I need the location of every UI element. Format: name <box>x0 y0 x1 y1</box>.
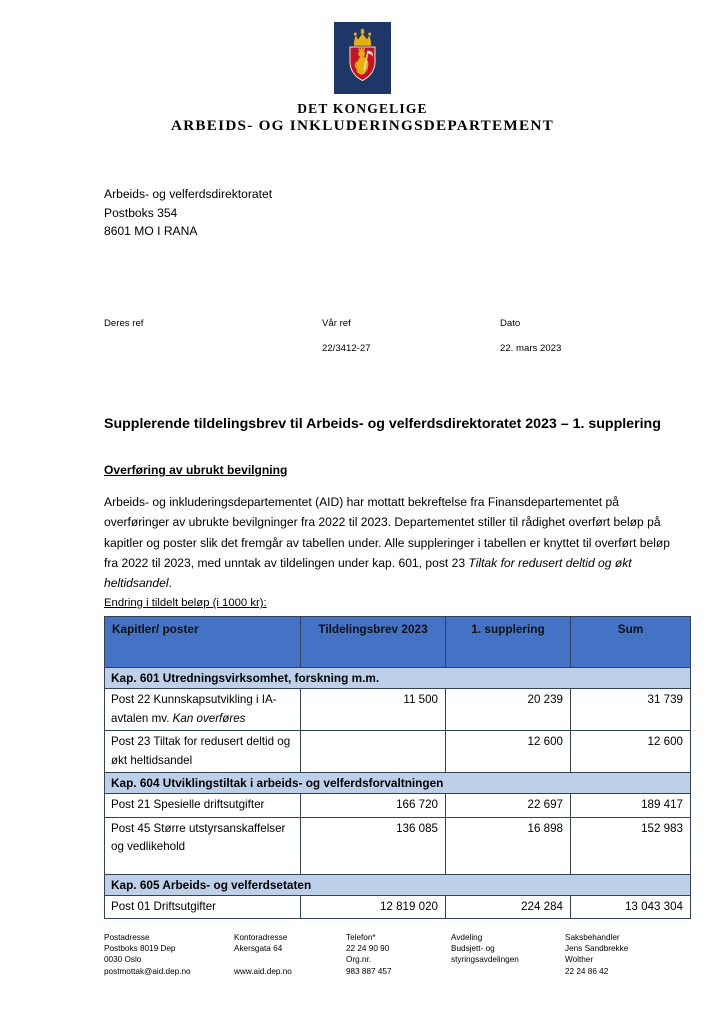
table-row <box>105 689 691 731</box>
row-sum: 31 739 <box>571 689 691 731</box>
letterhead <box>0 22 725 135</box>
footer-line-1: Jens Sandbrekke <box>565 944 629 954</box>
footer-line-3: 22 24 86 42 <box>565 966 609 976</box>
footer-column-avdeling <box>451 932 519 966</box>
row-supplering: 12 600 <box>446 731 571 773</box>
recipient-line-1: Arbeids- og velferdsdirektoratet <box>104 187 273 201</box>
dato-column <box>500 316 561 356</box>
row-label <box>105 731 301 773</box>
footer-line-2: Wolther <box>565 955 594 965</box>
row-label <box>105 794 301 818</box>
table-section-row <box>105 773 691 794</box>
footer-line-3: 983 887 457 <box>346 966 392 976</box>
row-supplering: 22 697 <box>446 794 571 818</box>
section-subheading: Overføring av ubrukt bevilgning <box>104 463 288 477</box>
row-tildelingsbrev: 136 085 <box>301 817 446 874</box>
table-header-row <box>105 617 691 668</box>
table-section-row <box>105 668 691 689</box>
budget-table-body <box>105 668 691 919</box>
table-row <box>105 895 691 919</box>
var-ref-value: 22/3412-27 <box>322 343 371 354</box>
row-sum: 13 043 304 <box>571 895 691 919</box>
footer-label: Telefon* <box>346 933 376 942</box>
row-label-main: Post 21 Spesielle driftsutgifter <box>111 798 265 811</box>
footer-line-1: 22 24 90 90 <box>346 944 390 954</box>
row-tildelingsbrev <box>301 731 446 773</box>
recipient-line-3: 8601 MO I RANA <box>104 224 198 238</box>
letterhead-line-2: ARBEIDS- OG INKLUDERINGSDEPARTEMENT <box>170 117 554 134</box>
footer-label: Postadresse <box>104 933 150 942</box>
row-tildelingsbrev: 166 720 <box>301 794 446 818</box>
table-caption: Endring i tildelt beløp (i 1000 kr): <box>104 597 267 609</box>
recipient-line-2: Postboks 354 <box>104 205 178 220</box>
column-header-sum: Sum <box>571 617 691 668</box>
row-sum: 152 983 <box>571 817 691 874</box>
row-label-italic: Kan overføres <box>172 711 246 725</box>
row-label <box>105 895 301 919</box>
footer-line-3: postmottak@aid.dep.no <box>104 966 191 976</box>
row-sum: 189 417 <box>571 794 691 818</box>
deres-ref-label: Deres ref <box>104 318 144 329</box>
var-ref-label: Vår ref <box>322 318 351 329</box>
footer-label: Saksbehandler <box>565 933 620 942</box>
footer-column-postadresse <box>104 932 191 977</box>
row-tildelingsbrev: 11 500 <box>301 689 446 731</box>
section-label: Kap. 604 Utviklingstiltak i arbeids- og velferdsforvaltningen <box>105 773 691 794</box>
row-label <box>105 689 301 731</box>
dato-label: Dato <box>500 318 521 329</box>
row-supplering: 20 239 <box>446 689 571 731</box>
footer-line-2: 0030 Oslo <box>104 955 142 965</box>
footer-line-1: Budsjett- og <box>451 944 495 954</box>
dato-value: 22. mars 2023 <box>500 343 562 354</box>
row-label-main: Post 22 Kunnskapsutvikling i IA-avtalen mv. <box>111 693 277 725</box>
body-paragraph-italic: Tiltak for redusert deltid og økt heltidsandel <box>104 555 632 591</box>
table-row <box>105 731 691 773</box>
footer-line-1: Postboks 8019 Dep <box>104 944 176 954</box>
norwegian-royal-coat-of-arms-icon <box>334 22 391 94</box>
budget-table <box>104 616 691 919</box>
row-supplering: 16 898 <box>446 817 571 874</box>
section-label: Kap. 605 Arbeids- og velferdsetaten <box>105 874 691 895</box>
footer-line-2: Org.nr. <box>346 955 372 965</box>
row-label-main: Post 45 Større utstyrsanskaffelser og vedlikehold <box>111 821 286 853</box>
column-header-tildelingsbrev-2023: Tildelingsbrev 2023 <box>301 617 446 668</box>
table-row <box>105 817 691 874</box>
footer-label: Avdeling <box>451 933 483 942</box>
body-paragraph-part-1: Arbeids- og inkluderingsdepartementet (AID) har mottatt bekreftelse fra Finansdepartementet på overføringer av ubrukte bevilgninger fra 2022 til 2023. Departementet stiller til rådighet overført beløp på kapitler og poster slik det fremgår av tabellen under. Alle suppleringer i tabellen er knyttet til overført beløp fra 2022 til 2023, med unntak av tildelingen under kap. 601, post 23 <box>104 495 671 570</box>
footer-line-3: www.aid.dep.no <box>234 966 292 976</box>
footer-line-1: Akersgata 64 <box>234 944 283 954</box>
recipient-address <box>104 185 272 241</box>
body-paragraph <box>104 492 686 593</box>
table-section-row <box>105 874 691 895</box>
footer-line-2: styringsavdelingen <box>451 955 519 965</box>
section-label: Kap. 601 Utredningsvirksomhet, forskning m.m. <box>105 668 691 689</box>
page-title: Supplerende tildelingsbrev til Arbeids- og velferdsdirektoratet 2023 – 1. supplering <box>104 416 661 432</box>
column-header-1-supplering: 1. supplering <box>446 617 571 668</box>
column-header-kapitler-poster: Kapitler/ poster <box>105 617 301 668</box>
deres-ref-column <box>104 316 143 341</box>
row-label-main: Post 23 Tiltak for redusert deltid og økt heltidsandel <box>111 735 291 767</box>
footer-column-kontoradresse <box>234 932 292 977</box>
letterhead-line-1: DET KONGELIGE <box>297 101 428 116</box>
row-label <box>105 817 301 874</box>
row-sum: 12 600 <box>571 731 691 773</box>
var-ref-column <box>322 316 371 356</box>
table-row <box>105 794 691 818</box>
footer-column-saksbehandler <box>565 932 628 977</box>
row-tildelingsbrev: 12 819 020 <box>301 895 446 919</box>
footer-label: Kontoradresse <box>234 933 288 942</box>
footer-column-telefon <box>346 932 392 977</box>
row-supplering: 224 284 <box>446 895 571 919</box>
body-paragraph-part-2: . <box>168 576 172 591</box>
row-label-main: Post 01 Driftsutgifter <box>111 899 217 913</box>
